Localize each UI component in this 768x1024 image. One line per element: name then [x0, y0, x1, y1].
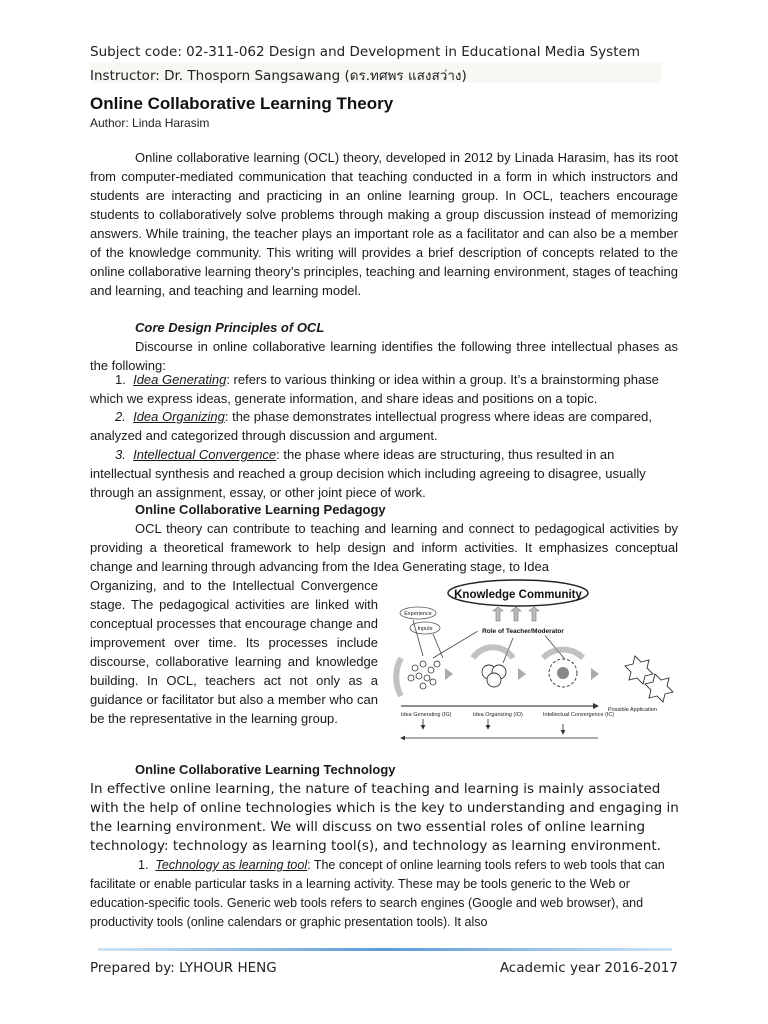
connector	[433, 634, 443, 658]
instructor: Instructor: Dr. Thosporn Sangsawang (ดร.ทศพร แสงสว่าง)	[90, 68, 467, 84]
application-star	[645, 674, 673, 702]
document-title: Online Collaborative Learning Theory	[90, 94, 394, 113]
section-heading-core-principles: Core Design Principles of OCL	[135, 320, 325, 335]
principle-item-1	[90, 370, 678, 408]
fan-mid	[473, 647, 513, 658]
item-number: 1.	[138, 858, 149, 872]
knowledge-community-label: Knowledge Community	[454, 589, 582, 601]
io-cluster	[482, 665, 506, 687]
item-text: : The concept of online learning tools refers to web tools that can facilitate or enable particular tasks in a learning activity. These may be tools generic to the Web or education-specific tools. Generic web tools refers to search engines (Google and web browser), and productivity tools (online calendars or graphic presentation tools). It also	[90, 858, 665, 929]
ig-label: Idea Generating (IG)	[401, 712, 452, 718]
technology-paragraph: In effective online learning, the nature of teaching and learning is mainly associated with the help of online technologies which is the key to understanding and engaging in the learning environment. We will discuss on two essential roles of online learning technology: technology as learning tool(s), and technology as learning environment.	[90, 781, 679, 854]
principle-item-3	[90, 445, 678, 502]
pedagogy-paragraph-wrap: Organizing, and to the Intellectual Convergence stage. The pedagogical activities are linked with conceptual processes that encourage change and improvement over time. Its processes include discourse, collaborative learning and knowledge building. In OCL, teachers act not only as a guidance or facilitator but also a member who can be the representative in the learning group.	[90, 578, 378, 726]
intro-paragraph: Online collaborative learning (OCL) theory, developed in 2012 by Linada Harasim, has its root from computer-mediated communication that teaching conducted in a form in which instructors and students are interacting and practicing in an online learning group. In OCL, teachers encourage students to collaboratively solve problems through making a group discussion instead of memorizing answers. While training, the teacher plays an important role as a facilitator and can also be a member of the knowledge community. This writing will provides a brief description of concepts related to the online collaborative learning theory’s principles, teaching and learning environment, stages of teaching and learning, and teaching and learning model.	[90, 150, 679, 298]
ig-cluster	[408, 661, 440, 689]
item-number: 2.	[115, 409, 126, 424]
application-label: Possible Application	[608, 707, 657, 713]
footer-divider	[98, 948, 672, 951]
item-term: Technology as learning tool	[155, 858, 308, 872]
double-arrows	[493, 607, 539, 621]
ocl-model-figure	[393, 578, 683, 748]
role-label: Role of Teacher/Moderator	[482, 628, 564, 635]
chevron	[445, 668, 453, 680]
inputs-label: Inputs	[417, 626, 433, 632]
io-label: Idea Organizing (IO)	[473, 712, 523, 718]
ic-label: Intellectual Convergence (IC)	[543, 712, 615, 718]
academic-year: Academic year 2016-2017	[499, 960, 678, 976]
technology-item-1	[90, 856, 678, 932]
item-term: Idea Generating	[133, 372, 227, 387]
ic-core	[557, 667, 569, 679]
item-number: 1.	[115, 372, 126, 387]
item-number: 3.	[115, 447, 126, 462]
prepared-by: Prepared by: LYHOUR HENG	[90, 960, 277, 976]
principle-item-2	[90, 407, 678, 445]
item-text: : the phase where ideas are structuring, thus resulted in an intellectual synthesis and reached a group decision which including agreeing to disagree, usually through an assignment, essay, or other joint piece of work.	[90, 447, 646, 500]
document-author: Author: Linda Harasim	[90, 116, 210, 130]
subject-code: Subject code: 02-311-062 Design and Development in Educational Media System	[90, 44, 640, 60]
item-term: Idea Organizing	[133, 409, 225, 424]
chevron	[591, 668, 599, 680]
fan-left	[396, 658, 401, 696]
item-term: Intellectual Convergence	[133, 447, 277, 462]
section1-lead: Discourse in online collaborative learning identifies the following three intellectual phases as the following:	[90, 339, 678, 373]
experience-label: Experience	[404, 611, 432, 617]
pedagogy-paragraph: OCL theory can contribute to teaching and learning and connect to pedagogical activities by providing a theoretical framework to help design and inform activities. It emphasizes conceptual change and learning through advancing from the Idea Generating stage, to Idea	[90, 521, 678, 574]
item-text: : refers to various thinking or idea within a group. It’s a brainstorming phase which we express ideas, generate information, and share ideas and positions on a topic.	[90, 372, 659, 406]
section-heading-technology: Online Collaborative Learning Technology	[135, 762, 396, 777]
item-text: : the phase demonstrates intellectual progress where ideas are compared, analyzed and categorized through discussion and argument.	[90, 409, 652, 443]
application-star	[625, 656, 653, 684]
section-heading-pedagogy: Online Collaborative Learning Pedagogy	[135, 502, 386, 517]
chevron	[518, 668, 526, 680]
